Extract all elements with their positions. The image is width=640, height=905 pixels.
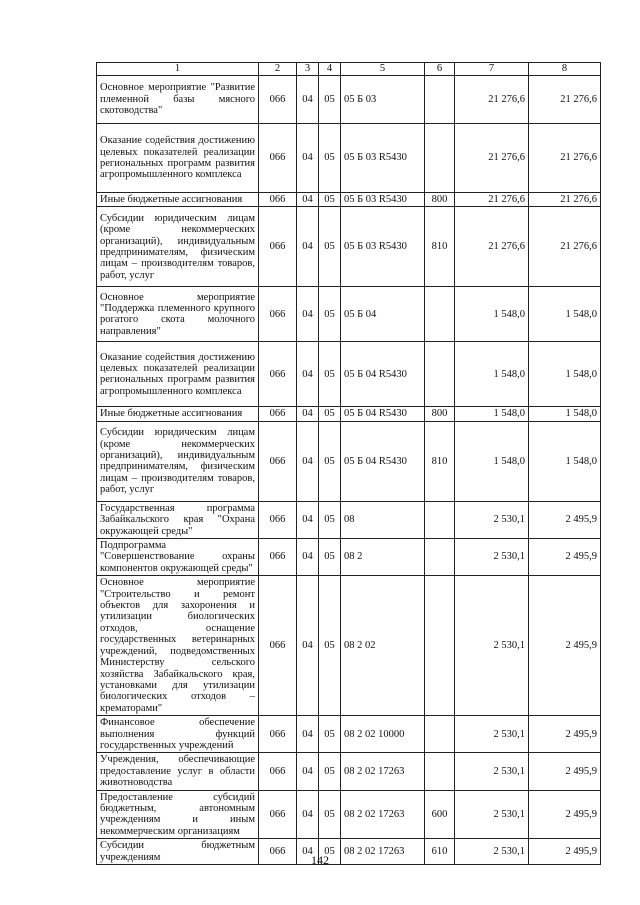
row-ved-cell: 066 [259,207,297,287]
row-ved-cell: 066 [259,716,297,753]
row-ved-cell: 066 [259,839,297,865]
row-vr-cell [425,576,455,716]
row-vr-cell [425,76,455,124]
header-cell-pr: 4 [319,63,341,76]
row-sum2-cell: 2 495,9 [529,539,601,576]
row-csr-cell: 08 2 02 17263 [341,753,425,790]
table-row [97,193,601,207]
row-pr-cell: 05 [319,501,341,538]
row-ved-cell: 066 [259,124,297,193]
row-sum2-cell: 2 495,9 [529,576,601,716]
row-vr-cell: 810 [425,421,455,501]
row-csr-cell: 05 Б 03 [341,76,425,124]
row-name-cell: Предоставление субсидий бюджетным, автономным учреждениям и иным некоммерческим организациям [97,790,259,839]
row-name-cell: Подпрограмма "Совершенствование охраны компонентов окружающей среды" [97,539,259,576]
table-row [97,342,601,407]
row-rz-cell: 04 [297,576,319,716]
row-pr-cell: 05 [319,342,341,407]
row-rz-cell: 04 [297,753,319,790]
row-rz-cell: 04 [297,207,319,287]
row-sum2-cell: 1 548,0 [529,342,601,407]
row-sum1-cell: 2 530,1 [455,790,529,839]
row-ved-cell: 066 [259,76,297,124]
row-sum2-cell: 2 495,9 [529,839,601,865]
row-vr-cell [425,539,455,576]
row-ved-cell: 066 [259,753,297,790]
row-vr-cell: 810 [425,207,455,287]
row-sum1-cell: 1 548,0 [455,407,529,421]
row-name-cell: Основное мероприятие "Поддержка племенного крупного рогатого скота молочного направления" [97,287,259,342]
row-ved-cell: 066 [259,287,297,342]
row-sum1-cell: 21 276,6 [455,124,529,193]
row-csr-cell: 08 2 02 17263 [341,790,425,839]
row-sum2-cell: 1 548,0 [529,407,601,421]
header-cell-vr: 6 [425,63,455,76]
row-pr-cell: 05 [319,790,341,839]
table-row [97,207,601,287]
row-vr-cell [425,501,455,538]
table-row [97,539,601,576]
row-rz-cell: 04 [297,76,319,124]
row-name-cell: Субсидии бюджетным учреждениям [97,839,259,865]
row-sum1-cell: 21 276,6 [455,193,529,207]
row-rz-cell: 04 [297,421,319,501]
row-pr-cell: 05 [319,193,341,207]
row-sum2-cell: 21 276,6 [529,124,601,193]
row-csr-cell: 05 Б 04 R5430 [341,421,425,501]
row-sum2-cell: 1 548,0 [529,421,601,501]
table-row [97,753,601,790]
row-vr-cell: 610 [425,839,455,865]
row-sum1-cell: 1 548,0 [455,421,529,501]
header-cell-rz: 3 [297,63,319,76]
row-csr-cell: 05 Б 04 R5430 [341,342,425,407]
row-csr-cell: 05 Б 03 R5430 [341,193,425,207]
page-number: 142 [311,853,329,867]
row-ved-cell: 066 [259,407,297,421]
row-vr-cell [425,342,455,407]
row-rz-cell: 04 [297,193,319,207]
header-cell-csr: 5 [341,63,425,76]
table-row [97,716,601,753]
row-vr-cell [425,124,455,193]
row-sum1-cell: 2 530,1 [455,501,529,538]
row-rz-cell: 04 [297,501,319,538]
row-csr-cell: 05 Б 03 R5430 [341,124,425,193]
table-row [97,790,601,839]
row-ved-cell: 066 [259,193,297,207]
table-row [97,407,601,421]
row-ved-cell: 066 [259,421,297,501]
row-pr-cell: 05 [319,287,341,342]
row-rz-cell: 04 [297,539,319,576]
row-ved-cell: 066 [259,342,297,407]
row-name-cell: Субсидии юридическим лицам (кроме некоммерческих организаций), индивидуальным предпринимателям, физическим лицам – производителям товаров, работ, услуг [97,207,259,287]
row-sum1-cell: 21 276,6 [455,76,529,124]
row-vr-cell: 800 [425,193,455,207]
row-pr-cell: 05 [319,839,341,865]
row-name-cell: Финансовое обеспечение выполнения функций государственных учреждений [97,716,259,753]
row-csr-cell: 08 2 02 [341,576,425,716]
row-csr-cell: 08 2 02 17263 [341,839,425,865]
row-name-cell: Иные бюджетные ассигнования [97,407,259,421]
row-pr-cell: 05 [319,407,341,421]
row-csr-cell: 05 Б 04 [341,287,425,342]
budget-table [96,62,601,865]
table-row [97,501,601,538]
row-sum2-cell: 21 276,6 [529,207,601,287]
row-sum2-cell: 2 495,9 [529,753,601,790]
row-pr-cell: 05 [319,124,341,193]
row-ved-cell: 066 [259,790,297,839]
table-row [97,421,601,501]
row-vr-cell: 600 [425,790,455,839]
row-rz-cell: 04 [297,407,319,421]
row-csr-cell: 08 2 [341,539,425,576]
row-name-cell: Оказание содействия достижению целевых показателей реализации региональных программ развития агропромышленного комплекса [97,342,259,407]
row-name-cell: Основное мероприятие "Развитие племенной базы мясного скотоводства" [97,76,259,124]
row-name-cell: Учреждения, обеспечивающие предоставление услуг в области животноводства [97,753,259,790]
row-pr-cell: 05 [319,576,341,716]
table-row [97,76,601,124]
row-csr-cell: 05 Б 04 R5430 [341,407,425,421]
table-row [97,287,601,342]
row-rz-cell: 04 [297,342,319,407]
row-rz-cell: 04 [297,124,319,193]
table-row [97,124,601,193]
row-vr-cell: 800 [425,407,455,421]
row-sum1-cell: 2 530,1 [455,576,529,716]
table-row [97,576,601,716]
table-body [97,76,601,865]
row-vr-cell [425,716,455,753]
row-sum1-cell: 21 276,6 [455,207,529,287]
row-sum2-cell: 2 495,9 [529,716,601,753]
row-csr-cell: 08 2 02 10000 [341,716,425,753]
row-name-cell: Субсидии юридическим лицам (кроме некоммерческих организаций), индивидуальным предпринимателям, физическим лицам – производителям товаров, работ, услуг [97,421,259,501]
row-sum2-cell: 1 548,0 [529,287,601,342]
row-pr-cell: 05 [319,716,341,753]
row-ved-cell: 066 [259,576,297,716]
row-pr-cell: 05 [319,207,341,287]
row-sum2-cell: 21 276,6 [529,193,601,207]
row-name-cell: Основное мероприятие "Строительство и ремонт объектов для захоронения и утилизации биологических отходов, оснащение государственных ветеринарных учреждений, подведомственных Министерству сельского хозяйства Забайкальского края, установками для утилизации биологических отходов – крематорами" [97,576,259,716]
row-rz-cell: 04 [297,839,319,865]
row-rz-cell: 04 [297,790,319,839]
row-ved-cell: 066 [259,539,297,576]
row-sum1-cell: 2 530,1 [455,753,529,790]
row-sum2-cell: 2 495,9 [529,790,601,839]
row-rz-cell: 04 [297,287,319,342]
row-sum1-cell: 2 530,1 [455,716,529,753]
row-ved-cell: 066 [259,501,297,538]
row-pr-cell: 05 [319,539,341,576]
row-name-cell: Оказание содействия достижению целевых показателей реализации региональных программ развития агропромышленного комплекса [97,124,259,193]
header-cell-name: 1 [97,63,259,76]
row-pr-cell: 05 [319,76,341,124]
row-pr-cell: 05 [319,753,341,790]
row-sum1-cell: 1 548,0 [455,287,529,342]
row-name-cell: Иные бюджетные ассигнования [97,193,259,207]
row-sum2-cell: 21 276,6 [529,76,601,124]
row-vr-cell [425,753,455,790]
row-rz-cell: 04 [297,716,319,753]
header-cell-sum2: 8 [529,63,601,76]
row-sum1-cell: 2 530,1 [455,539,529,576]
row-sum1-cell: 2 530,1 [455,839,529,865]
row-pr-cell: 05 [319,421,341,501]
row-sum2-cell: 2 495,9 [529,501,601,538]
row-name-cell: Государственная программа Забайкальского края "Охрана окружающей среды" [97,501,259,538]
row-vr-cell [425,287,455,342]
header-cell-sum1: 7 [455,63,529,76]
row-sum1-cell: 1 548,0 [455,342,529,407]
row-csr-cell: 08 [341,501,425,538]
row-csr-cell: 05 Б 03 R5430 [341,207,425,287]
header-row [97,63,601,76]
header-cell-ved: 2 [259,63,297,76]
